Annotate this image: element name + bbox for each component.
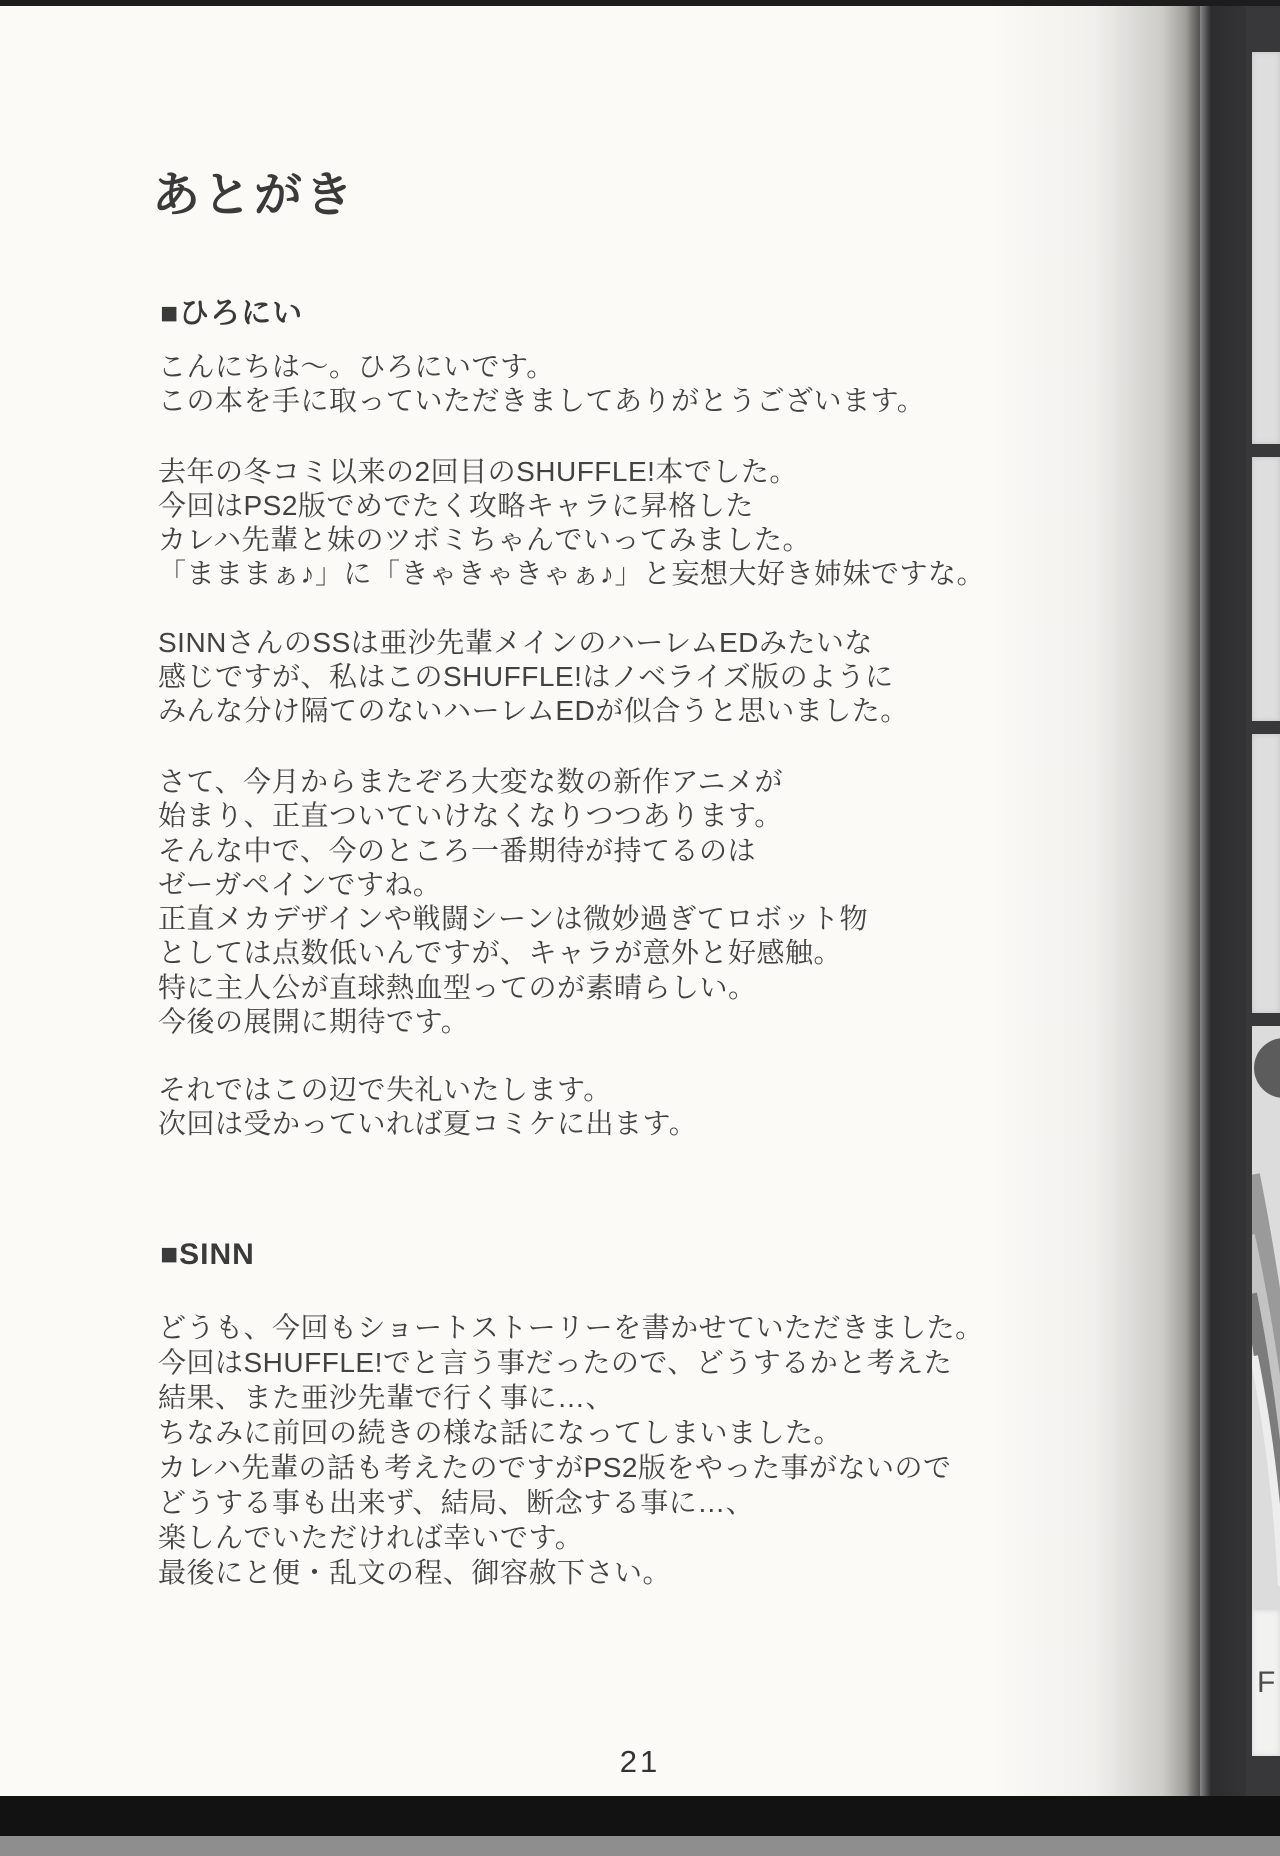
text-line: そんな中で、今のところ一番期待が持てるのは <box>158 834 756 866</box>
text-line: さて、今月からまたぞろ大変な数の新作アニメが <box>158 766 784 797</box>
text-line: カレハ先輩の話も考えたのですがPS2版をやった事がないので <box>158 1452 952 1483</box>
text-line: 特に主人公が直球熱血型ってのが素晴らしい。 <box>158 971 757 1003</box>
text-line: 今後の展開に期待です。 <box>158 1006 470 1038</box>
text-line: この本を手に取っていただきましてありがとうございます。 <box>158 385 926 416</box>
text-line: 次回は受かっていれば夏コミケに出ます。 <box>158 1108 698 1139</box>
comic-panel <box>1252 52 1280 444</box>
text-line: 去年の冬コミ以来の2回目のSHUFFLE!本でした。 <box>158 456 798 487</box>
text-line: それではこの辺で失礼いたします。 <box>158 1074 612 1105</box>
scan-bottom-edge <box>0 1796 1280 1836</box>
text-line: 最後にと便・乱文の程、御容赦下さい。 <box>158 1557 672 1588</box>
section-heading-sinn: ■SINN <box>160 1238 255 1271</box>
page-curve-shadow <box>990 0 1200 1856</box>
page-title: あとがき <box>152 169 357 222</box>
scanner-bed-strip <box>0 1836 1280 1856</box>
comic-panel-illustration <box>1252 1026 1280 1610</box>
text-line: 感じですが、私はこのSHUFFLE!はノベライズ版のように <box>158 661 894 692</box>
text-line: こんにちは～。ひろにいです。 <box>158 351 555 382</box>
text-line: 楽しんでいただければ幸いです。 <box>158 1522 584 1553</box>
binding-gutter <box>1186 0 1248 1856</box>
text-line: ちなみに前回の続きの様な話になってしまいました。 <box>158 1417 843 1448</box>
section-heading-hironii: ■ひろにい <box>160 297 304 330</box>
paragraph <box>158 1073 697 1141</box>
paragraph <box>158 765 868 1039</box>
next-page-edge <box>1246 0 1280 1856</box>
text-line: としては点数低いんですが、キャラが意外と好感触。 <box>158 937 843 969</box>
text-line: みんな分け隔てのないハーレムEDが似合うと思いました。 <box>158 695 909 726</box>
paragraph <box>158 350 925 418</box>
partial-letter: F <box>1257 1666 1276 1699</box>
text-line: どうする事も出来ず、結局、断念する事に…、 <box>158 1487 755 1518</box>
text-line: 今回はSHUFFLE!でと言う事だったので、どうするかと考えた <box>158 1347 953 1378</box>
comic-panel-text-fragment <box>1252 1610 1280 1756</box>
text-line: 「まままぁ♪」に「きゃきゃきゃぁ♪」と妄想大好き姉妹ですな。 <box>158 558 986 589</box>
scan-top-edge <box>0 0 1280 6</box>
text-line: 正直メカデザインや戦闘シーンは微妙過ぎてロボット物 <box>158 903 868 935</box>
text-line: 今回はPS2版でめでたく攻略キャラに昇格した <box>158 490 754 521</box>
character-art-fragment <box>1252 1026 1280 1610</box>
text-line: ゼーガペインですね。 <box>158 868 442 900</box>
comic-panel <box>1252 457 1280 721</box>
paragraph <box>158 455 985 591</box>
text-line: どうも、今回もショートストーリーを書かせていただきました。 <box>158 1312 984 1343</box>
page-number: 21 <box>619 1744 661 1779</box>
text-line: 結果、また亜沙先輩で行く事に…、 <box>158 1382 615 1413</box>
paragraph <box>158 626 909 728</box>
text-line: カレハ先輩と妹のツボミちゃんでいってみました。 <box>158 524 811 555</box>
paragraph <box>158 1310 984 1590</box>
text-line: 始まり、正直ついていけなくなりつつあります。 <box>158 800 783 832</box>
text-line: SINNさんのSSは亜沙先輩メインのハーレムEDみたいな <box>158 627 873 658</box>
comic-panel <box>1252 734 1280 1013</box>
